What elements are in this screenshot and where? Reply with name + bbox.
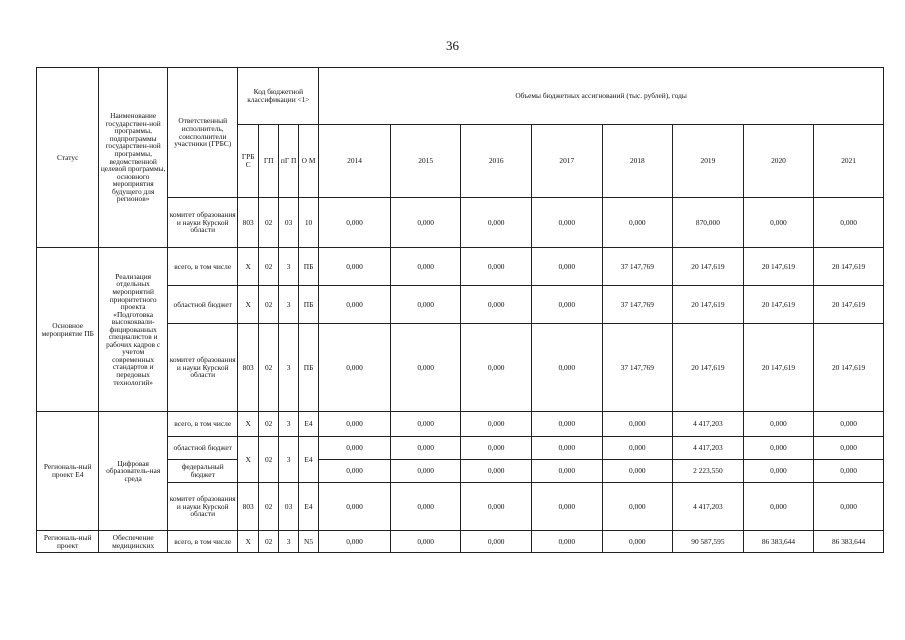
code-cell: 803 — [238, 198, 258, 248]
value-cell: 0,000 — [531, 483, 602, 531]
executor-cell: комитет образования и науки Курской области — [167, 324, 238, 412]
code-cell: Х — [238, 437, 258, 483]
status-cell: Основное мероприятие ПБ — [37, 248, 99, 412]
value-cell: 0,000 — [461, 437, 532, 460]
table-row — [37, 248, 884, 286]
value-cell: 37 147,769 — [602, 248, 673, 286]
status-cell: Региональ-ный проект — [37, 531, 99, 553]
header-budget-volumes: Объемы бюджетных ассигнований (тыс. рублей), годы — [319, 68, 884, 125]
value-cell: 0,000 — [319, 531, 391, 553]
value-cell: 0,000 — [319, 483, 391, 531]
value-cell: 20 147,619 — [814, 286, 884, 324]
code-cell: 02 — [258, 198, 278, 248]
value-cell: 20 147,619 — [673, 324, 744, 412]
value-cell: 0,000 — [390, 198, 461, 248]
value-cell: 86 383,644 — [743, 531, 814, 553]
value-cell: 20 147,619 — [814, 248, 884, 286]
code-cell: Х — [238, 248, 258, 286]
code-cell: 803 — [238, 483, 258, 531]
code-cell: ПБ — [298, 286, 318, 324]
program-name-cell: Цифровая образователь-ная среда — [99, 412, 168, 531]
value-cell: 0,000 — [602, 483, 673, 531]
header-row — [37, 68, 884, 125]
value-cell: 0,000 — [602, 460, 673, 483]
executor-cell: всего, в том числе — [167, 531, 238, 553]
value-cell: 0,000 — [319, 460, 391, 483]
value-cell: 0,000 — [814, 198, 884, 248]
status-cell: Региональ-ный проект Е4 — [37, 412, 99, 531]
header-year: 2019 — [673, 125, 744, 198]
value-cell: 0,000 — [319, 412, 391, 437]
code-cell: Е4 — [298, 437, 318, 483]
code-cell: 3 — [279, 531, 298, 553]
value-cell: 0,000 — [390, 460, 461, 483]
header-year: 2021 — [814, 125, 884, 198]
value-cell: 0,000 — [602, 437, 673, 460]
value-cell: 0,000 — [531, 531, 602, 553]
value-cell: 0,000 — [602, 198, 673, 248]
executor-cell: областной бюджет — [167, 286, 238, 324]
value-cell: 0,000 — [461, 248, 532, 286]
code-cell: ПБ — [298, 324, 318, 412]
value-cell: 0,000 — [531, 248, 602, 286]
value-cell: 20 147,619 — [814, 324, 884, 412]
value-cell: 86 383,644 — [814, 531, 884, 553]
code-cell: 3 — [279, 437, 298, 483]
header-year: 2017 — [531, 125, 602, 198]
table-row — [37, 531, 884, 553]
value-cell: 4 417,203 — [673, 437, 744, 460]
value-cell: 2 223,550 — [673, 460, 744, 483]
code-cell: 02 — [258, 412, 278, 437]
value-cell: 0,000 — [461, 460, 532, 483]
header-year: 2016 — [461, 125, 532, 198]
value-cell: 0,000 — [319, 248, 391, 286]
header-status: Статус — [37, 68, 99, 248]
value-cell: 0,000 — [390, 286, 461, 324]
value-cell: 0,000 — [461, 324, 532, 412]
header-year: 2014 — [319, 125, 391, 198]
header-code-gp: ГП — [258, 125, 278, 198]
value-cell: 0,000 — [319, 286, 391, 324]
code-cell: Х — [238, 286, 258, 324]
code-cell: 02 — [258, 248, 278, 286]
value-cell: 0,000 — [461, 412, 532, 437]
code-cell: 02 — [258, 286, 278, 324]
value-cell: 0,000 — [390, 412, 461, 437]
value-cell: 0,000 — [814, 437, 884, 460]
value-cell: 20 147,619 — [743, 286, 814, 324]
value-cell: 0,000 — [461, 286, 532, 324]
value-cell: 37 147,769 — [602, 286, 673, 324]
value-cell: 0,000 — [531, 198, 602, 248]
value-cell: 0,000 — [390, 483, 461, 531]
executor-cell: комитет образования и науки Курской области — [167, 198, 238, 248]
program-name-cell: Обеспечение медицинских — [99, 531, 168, 553]
executor-cell: федеральный бюджет — [167, 460, 238, 483]
header-code-pgp: пГ П — [279, 125, 298, 198]
value-cell: 0,000 — [461, 198, 532, 248]
value-cell: 0,000 — [461, 483, 532, 531]
value-cell: 0,000 — [743, 412, 814, 437]
value-cell: 0,000 — [531, 286, 602, 324]
value-cell: 0,000 — [319, 437, 391, 460]
value-cell: 0,000 — [531, 460, 602, 483]
code-cell: 03 — [279, 483, 298, 531]
header-code-grbs: ГРБ С — [238, 125, 258, 198]
header-year: 2020 — [743, 125, 814, 198]
code-cell: 10 — [298, 198, 318, 248]
value-cell: 0,000 — [814, 483, 884, 531]
value-cell: 0,000 — [461, 531, 532, 553]
value-cell: 0,000 — [531, 324, 602, 412]
header-code-om: О М — [298, 125, 318, 198]
code-cell: Е4 — [298, 412, 318, 437]
code-cell: Е4 — [298, 483, 318, 531]
executor-cell: всего, в том числе — [167, 412, 238, 437]
value-cell: 0,000 — [743, 437, 814, 460]
value-cell: 870,000 — [673, 198, 744, 248]
code-cell: Х — [238, 531, 258, 553]
header-budget-codes: Код бюджетной классификации <1> — [238, 68, 319, 125]
value-cell: 0,000 — [602, 412, 673, 437]
value-cell: 4 417,203 — [673, 483, 744, 531]
code-cell: 3 — [279, 286, 298, 324]
value-cell: 0,000 — [743, 460, 814, 483]
page-number: 36 — [446, 38, 459, 53]
budget-allocation-table — [36, 67, 884, 553]
value-cell: 90 587,595 — [673, 531, 744, 553]
code-cell: 3 — [279, 412, 298, 437]
code-cell: 02 — [258, 531, 278, 553]
executor-cell: всего, в том числе — [167, 248, 238, 286]
value-cell: 0,000 — [390, 324, 461, 412]
value-cell: 0,000 — [531, 437, 602, 460]
code-cell: 02 — [258, 483, 278, 531]
value-cell: 0,000 — [390, 248, 461, 286]
code-cell: 3 — [279, 248, 298, 286]
program-name-cell: Реализация отдельных мероприятий приоритетного проекта «Подготовка высококвали-фицированных специалистов и рабочих кадров с учетом современных стандартов и передовых технологий» — [99, 248, 168, 412]
code-cell: 02 — [258, 324, 278, 412]
header-program-name: Наименование государствен-ной программы, подпрограммы государствен-ной программы, ведомственной целевой программы, основного мероприятия будущего для регионов» — [99, 68, 168, 248]
executor-cell: областной бюджет — [167, 437, 238, 460]
value-cell: 0,000 — [319, 198, 391, 248]
value-cell: 0,000 — [602, 531, 673, 553]
code-cell: ПБ — [298, 248, 318, 286]
header-executor: Ответственный исполнитель, соисполнители участники (ГРБС) — [167, 68, 238, 198]
value-cell: 0,000 — [814, 460, 884, 483]
value-cell: 20 147,619 — [673, 248, 744, 286]
value-cell: 0,000 — [814, 412, 884, 437]
table-row — [37, 412, 884, 437]
value-cell: 0,000 — [390, 531, 461, 553]
value-cell: 20 147,619 — [743, 248, 814, 286]
value-cell: 0,000 — [743, 198, 814, 248]
value-cell: 0,000 — [319, 324, 391, 412]
code-cell: 3 — [279, 324, 298, 412]
value-cell: 37 147,769 — [602, 324, 673, 412]
code-cell: 02 — [258, 437, 278, 483]
code-cell: Х — [238, 412, 258, 437]
executor-cell: комитет образования и науки Курской области — [167, 483, 238, 531]
value-cell: 0,000 — [531, 412, 602, 437]
header-year: 2018 — [602, 125, 673, 198]
value-cell: 20 147,619 — [743, 324, 814, 412]
value-cell: 0,000 — [743, 483, 814, 531]
value-cell: 0,000 — [390, 437, 461, 460]
code-cell: 03 — [279, 198, 298, 248]
code-cell: 803 — [238, 324, 258, 412]
value-cell: 20 147,619 — [673, 286, 744, 324]
value-cell: 4 417,203 — [673, 412, 744, 437]
header-year: 2015 — [390, 125, 461, 198]
code-cell: N5 — [298, 531, 318, 553]
